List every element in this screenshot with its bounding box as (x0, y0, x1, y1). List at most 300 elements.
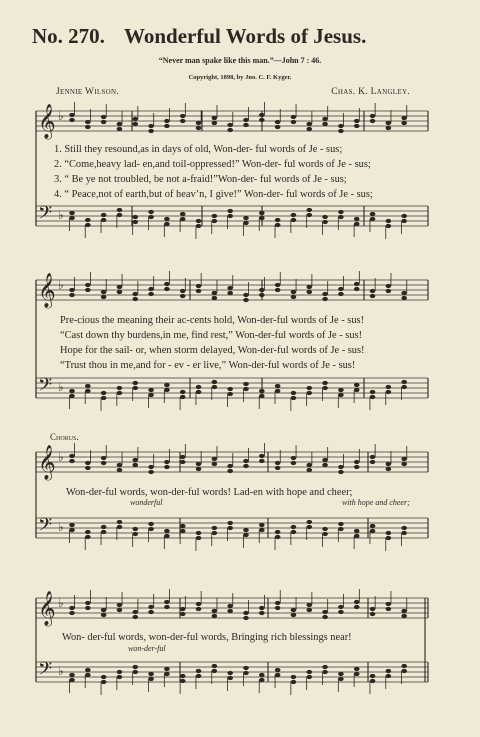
note-head (164, 119, 170, 123)
note-head (370, 114, 376, 118)
note-head (401, 462, 407, 466)
note-head (338, 388, 344, 392)
note-head (386, 385, 392, 389)
lyricist-credit: Jennie Wilson. (56, 87, 120, 97)
note-head (101, 218, 107, 222)
note-head (386, 224, 392, 228)
note-head (306, 675, 312, 679)
staff (36, 452, 428, 472)
note-head (354, 217, 360, 221)
note-head (338, 465, 344, 469)
note-head (291, 675, 297, 679)
note-head (338, 215, 344, 219)
note-head (196, 462, 202, 466)
note-head (354, 460, 360, 464)
chorus-label: Chorus. (50, 432, 79, 442)
note-head (132, 532, 138, 536)
note-head (164, 124, 170, 128)
note-head (148, 292, 154, 296)
note-head (227, 123, 233, 127)
scripture-quote: “Never man spake like this man.”—John 7 : 46. (158, 56, 322, 65)
note-head (196, 531, 202, 535)
note-head (338, 672, 344, 676)
note-head (164, 605, 170, 609)
note-head (69, 678, 75, 682)
note-head (164, 287, 170, 291)
note-head (338, 124, 344, 128)
note-head (338, 393, 344, 397)
note-head (370, 212, 376, 216)
note-head (401, 531, 407, 535)
note-head (148, 388, 154, 392)
note-head (291, 218, 297, 222)
note-head (338, 129, 344, 133)
note-head (148, 672, 154, 676)
treble-clef: 𝄞 (38, 273, 56, 308)
note-head (259, 673, 265, 677)
note-head (401, 614, 407, 618)
note-head (212, 385, 218, 389)
note-head (180, 460, 186, 464)
flat-key-signature: ♭ (58, 596, 64, 610)
note-head (69, 211, 75, 215)
note-head (85, 673, 91, 677)
note-head (227, 676, 233, 680)
note-head (117, 213, 123, 217)
note-head (322, 458, 328, 462)
note-head (148, 522, 154, 526)
note-head (275, 288, 281, 292)
note-head (117, 520, 123, 524)
note-head (180, 289, 186, 293)
hymn-number: No. 270. (32, 24, 105, 48)
note-head (164, 465, 170, 469)
note-head (322, 386, 328, 390)
note-head (275, 601, 281, 605)
note-head (275, 384, 281, 388)
note-head (164, 672, 170, 676)
note-head (164, 282, 170, 286)
note-head (322, 463, 328, 467)
note-head (180, 217, 186, 221)
note-head (243, 464, 249, 468)
note-head (132, 527, 138, 531)
note-head (132, 458, 138, 462)
note-head (370, 390, 376, 394)
note-head (370, 289, 376, 293)
note-head (291, 295, 297, 299)
note-head (259, 288, 265, 292)
note-head (338, 470, 344, 474)
verse-line-3a: 3. “ Be ye not troubled, be not a-fraid!”Won-der- ful words of Je - sus; (54, 174, 347, 185)
note-head (354, 600, 360, 604)
note-head (370, 679, 376, 683)
note-head (180, 395, 186, 399)
note-head (370, 119, 376, 123)
note-head (275, 461, 281, 465)
note-head (148, 527, 154, 531)
chorus-echo-1a: wonderful (130, 498, 163, 507)
note-head (117, 603, 123, 607)
note-head (291, 290, 297, 294)
note-head (275, 218, 281, 222)
note-head (306, 213, 312, 217)
note-head (85, 120, 91, 124)
note-head (243, 528, 249, 532)
note-head (117, 608, 123, 612)
verse-line-4b: “Trust thou in me,and for - ev - er live,” Won-der-ful words of Je - sus! (60, 360, 356, 371)
note-head (227, 128, 233, 132)
note-head (117, 386, 123, 390)
note-head (212, 531, 218, 535)
note-head (132, 122, 138, 126)
note-head (117, 208, 123, 212)
note-head (101, 396, 107, 400)
note-head (243, 216, 249, 220)
flat-key-signature: ♭ (58, 208, 64, 222)
note-head (180, 529, 186, 533)
note-head (117, 675, 123, 679)
note-head (227, 521, 233, 525)
note-head (386, 602, 392, 606)
note-head (101, 290, 107, 294)
note-head (101, 456, 107, 460)
treble-clef: 𝄞 (38, 445, 56, 480)
note-head (401, 609, 407, 613)
note-head (386, 390, 392, 394)
note-head (69, 394, 75, 398)
note-head (196, 602, 202, 606)
note-head (196, 669, 202, 673)
note-head (101, 213, 107, 217)
flat-key-signature: ♭ (58, 520, 64, 534)
note-head (132, 297, 138, 301)
treble-clef: 𝄞 (38, 104, 56, 139)
note-head (401, 664, 407, 668)
verse-line-1a: 1. Still they resound,as in days of old, Won-der- ful words of Je - sus; (54, 144, 343, 155)
bass-clef: 𝄢 (38, 375, 53, 400)
note-head (227, 291, 233, 295)
note-head (101, 680, 107, 684)
note-head (322, 122, 328, 126)
note-head (227, 671, 233, 675)
note-head (148, 393, 154, 397)
note-head (306, 122, 312, 126)
note-head (275, 606, 281, 610)
bass-clef: 𝄢 (38, 659, 53, 684)
note-head (148, 210, 154, 214)
note-head (180, 212, 186, 216)
note-head (212, 526, 218, 530)
note-head (306, 386, 312, 390)
note-head (132, 381, 138, 385)
note-head (322, 610, 328, 614)
note-head (117, 122, 123, 126)
note-head (370, 674, 376, 678)
note-head (212, 116, 218, 120)
note-head (401, 385, 407, 389)
note-head (164, 388, 170, 392)
note-head (227, 469, 233, 473)
verse-line-2a: 2. “Come,heavy lad- en,and toil-oppressed!” Won-der- ful words of Je - sus; (54, 159, 371, 170)
note-head (275, 535, 281, 539)
verse-line-2b: “Cast down thy burdens,in me, find rest,” Won-der-ful words of Je - sus! (60, 330, 363, 341)
note-head (243, 459, 249, 463)
note-head (148, 124, 154, 128)
note-head (386, 467, 392, 471)
note-head (386, 536, 392, 540)
note-head (243, 382, 249, 386)
note-head (101, 115, 107, 119)
chorus-line-2: Won- der-ful words, won-der-ful words, Bringing rich blessings near! (62, 632, 352, 643)
chorus-echo-1b: with hope and cheer; (342, 498, 410, 507)
note-head (196, 390, 202, 394)
note-head (338, 287, 344, 291)
note-head (259, 523, 265, 527)
note-head (291, 213, 297, 217)
note-head (291, 525, 297, 529)
note-head (148, 465, 154, 469)
note-head (306, 208, 312, 212)
treble-clef: 𝄞 (38, 591, 56, 626)
note-head (275, 668, 281, 672)
note-head (69, 459, 75, 463)
note-head (401, 296, 407, 300)
note-head (306, 525, 312, 529)
note-head (212, 462, 218, 466)
note-head (291, 115, 297, 119)
note-head (291, 680, 297, 684)
note-head (386, 669, 392, 673)
note-head (275, 120, 281, 124)
note-head (132, 610, 138, 614)
note-head (386, 674, 392, 678)
note-head (259, 678, 265, 682)
note-head (370, 529, 376, 533)
note-head (322, 665, 328, 669)
note-head (69, 118, 75, 122)
verse-line-4a: 4. “ Peace,not of earth,but of heav’n, I give!” Won-der- ful words of Je - sus; (54, 189, 373, 200)
note-head (148, 215, 154, 219)
note-head (306, 608, 312, 612)
note-head (291, 613, 297, 617)
note-head (85, 283, 91, 287)
note-head (69, 606, 75, 610)
note-head (322, 117, 328, 121)
chorus-line-1: Won-der-ful words, won-der-ful words! Lad-en with hope and cheer; (66, 487, 353, 498)
note-head (101, 461, 107, 465)
note-head (85, 466, 91, 470)
note-head (259, 459, 265, 463)
note-head (354, 534, 360, 538)
note-head (259, 528, 265, 532)
note-head (401, 214, 407, 218)
note-head (386, 531, 392, 535)
note-head (354, 388, 360, 392)
flat-key-signature: ♭ (58, 380, 64, 394)
note-head (180, 612, 186, 616)
note-head (180, 455, 186, 459)
note-head (164, 383, 170, 387)
chorus-echo-2: won-der-ful (128, 644, 166, 653)
note-head (164, 529, 170, 533)
note-head (196, 607, 202, 611)
note-head (196, 467, 202, 471)
note-head (117, 290, 123, 294)
note-head (338, 210, 344, 214)
note-head (85, 384, 91, 388)
note-head (101, 120, 107, 124)
note-head (322, 527, 328, 531)
flat-key-signature: ♭ (58, 664, 64, 678)
note-head (354, 667, 360, 671)
note-head (148, 605, 154, 609)
note-head (338, 605, 344, 609)
note-head (243, 123, 249, 127)
note-head (85, 389, 91, 393)
verse-line-1b: Pre-cious the meaning their ac-cents hold, Won-der-ful words of Je - sus! (60, 315, 365, 326)
note-head (196, 536, 202, 540)
note-head (132, 117, 138, 121)
note-head (180, 674, 186, 678)
note-head (69, 389, 75, 393)
note-head (370, 294, 376, 298)
note-head (338, 527, 344, 531)
note-head (148, 129, 154, 133)
note-head (117, 463, 123, 467)
note-head (227, 609, 233, 613)
note-head (243, 611, 249, 615)
note-head (117, 468, 123, 472)
note-head (322, 297, 328, 301)
note-head (85, 530, 91, 534)
note-head (101, 525, 107, 529)
note-head (180, 390, 186, 394)
note-head (148, 470, 154, 474)
note-head (212, 380, 218, 384)
note-head (227, 286, 233, 290)
note-head (354, 124, 360, 128)
note-head (85, 218, 91, 222)
note-head (259, 394, 265, 398)
note-head (101, 608, 107, 612)
note-head (85, 668, 91, 672)
note-head (117, 525, 123, 529)
note-head (259, 389, 265, 393)
note-head (212, 219, 218, 223)
copyright-line: Copyright, 1898, by Jno. C. F. Kyger. (188, 74, 292, 81)
hymn-title: Wonderful Words of Jesus. (124, 24, 367, 48)
note-head (243, 293, 249, 297)
note-head (401, 116, 407, 120)
note-head (275, 125, 281, 129)
note-head (212, 664, 218, 668)
note-head (148, 287, 154, 291)
note-head (370, 217, 376, 221)
note-head (306, 127, 312, 131)
note-head (227, 209, 233, 213)
note-head (132, 665, 138, 669)
note-head (227, 214, 233, 218)
note-head (196, 126, 202, 130)
note-head (132, 670, 138, 674)
note-head (259, 606, 265, 610)
note-head (227, 464, 233, 468)
note-head (386, 607, 392, 611)
note-head (227, 526, 233, 530)
note-head (354, 222, 360, 226)
bass-clef: 𝄢 (38, 515, 53, 540)
note-head (180, 294, 186, 298)
note-head (212, 121, 218, 125)
note-head (196, 284, 202, 288)
note-head (243, 387, 249, 391)
note-head (243, 533, 249, 537)
note-head (291, 396, 297, 400)
note-head (354, 605, 360, 609)
note-head (322, 292, 328, 296)
composer-credit: Chas. K. Langley. (331, 87, 410, 97)
note-head (180, 119, 186, 123)
note-head (132, 463, 138, 467)
note-head (196, 289, 202, 293)
note-head (132, 220, 138, 224)
note-head (275, 389, 281, 393)
note-head (132, 615, 138, 619)
flat-key-signature: ♭ (58, 450, 64, 464)
flat-key-signature: ♭ (58, 109, 64, 123)
note-head (354, 383, 360, 387)
flat-key-signature: ♭ (58, 278, 64, 292)
note-head (69, 528, 75, 532)
note-head (370, 395, 376, 399)
note-head (291, 608, 297, 612)
note-head (164, 217, 170, 221)
note-head (243, 671, 249, 675)
note-head (306, 391, 312, 395)
note-head (69, 216, 75, 220)
note-head (196, 121, 202, 125)
note-head (180, 524, 186, 528)
note-head (180, 607, 186, 611)
note-head (259, 293, 265, 297)
note-head (69, 673, 75, 677)
note-head (322, 615, 328, 619)
note-head (227, 387, 233, 391)
note-head (275, 283, 281, 287)
note-head (275, 223, 281, 227)
note-head (85, 288, 91, 292)
note-head (291, 461, 297, 465)
note-head (306, 285, 312, 289)
note-head (370, 460, 376, 464)
note-head (148, 610, 154, 614)
note-head (401, 380, 407, 384)
note-head (306, 468, 312, 472)
note-head (164, 534, 170, 538)
note-head (275, 466, 281, 470)
note-head (212, 669, 218, 673)
note-head (85, 461, 91, 465)
note-head (85, 601, 91, 605)
note-head (354, 672, 360, 676)
note-head (401, 669, 407, 673)
note-head (259, 118, 265, 122)
note-head (322, 381, 328, 385)
note-head (322, 220, 328, 224)
note-head (306, 290, 312, 294)
note-head (85, 535, 91, 539)
